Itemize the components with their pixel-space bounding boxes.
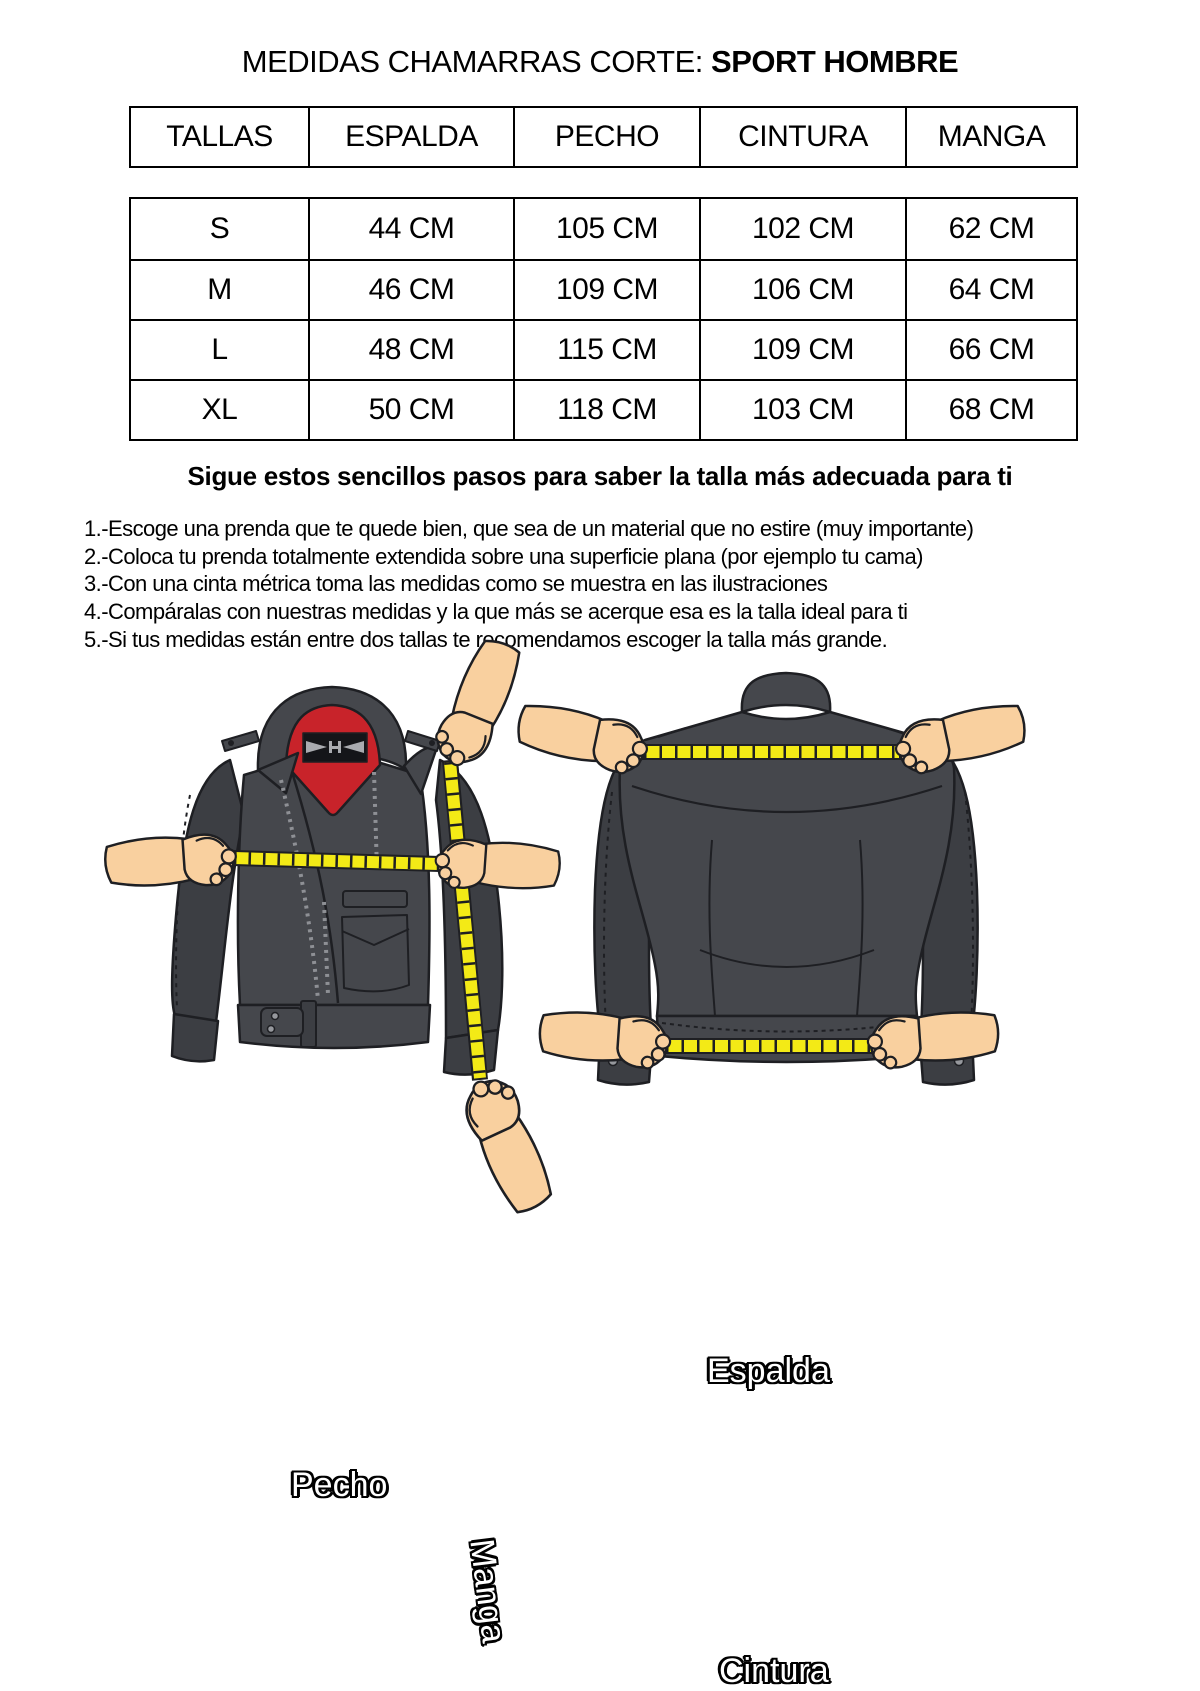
column-header-pecho: PECHO — [513, 108, 699, 166]
column-header-cintura: CINTURA — [699, 108, 905, 166]
pecho-measuring-tape — [232, 858, 440, 864]
column-header-manga: MANGA — [905, 108, 1076, 166]
page-title-bold: SPORT HOMBRE — [711, 44, 959, 79]
espalda-label: Espalda — [707, 1352, 830, 1390]
table-cell: S — [209, 212, 230, 245]
table-cell: 66 CM — [905, 319, 1076, 379]
table-cell: 46 CM — [308, 259, 513, 319]
column-header-espalda: ESPALDA — [308, 108, 513, 166]
table-cell: 118 CM — [513, 379, 699, 439]
pecho-label: Pecho — [291, 1466, 388, 1504]
table-cell: 103 CM — [699, 379, 905, 439]
cintura-left-hand — [538, 1009, 672, 1069]
column-header-tallas: TALLAS — [166, 120, 273, 153]
pecho-left-hand — [104, 832, 238, 892]
table-cell: 44 CM — [308, 199, 513, 259]
table-cell: 62 CM — [905, 199, 1076, 259]
manga-label: Manga — [462, 1537, 513, 1645]
pecho-right-hand — [434, 838, 561, 895]
instructions-heading: Sigue estos sencillos pasos para saber la talla más adecuada para ti — [187, 461, 1013, 491]
table-cell: XL — [131, 379, 308, 439]
measuring-diagram — [0, 655, 1200, 1690]
table-cell: 105 CM — [513, 199, 699, 259]
instructions-steps — [84, 515, 973, 654]
page-title — [0, 44, 1200, 80]
step-5: 5.-Si tus medidas están entre dos tallas te recomendamos escoger la talla más grande. — [84, 626, 888, 652]
table-cell: 102 CM — [699, 199, 905, 259]
espalda-left-hand — [513, 700, 651, 777]
table-cell: L — [131, 319, 308, 379]
manga-top-hand — [429, 633, 526, 773]
table-cell: 50 CM — [308, 379, 513, 439]
espalda-right-hand — [891, 700, 1029, 777]
manga-bottom-hand — [455, 1070, 562, 1217]
step-3: 3.-Con una cinta métrica toma las medidas como se muestra en las ilustraciones — [84, 571, 828, 597]
step-2: 2.-Coloca tu prenda totalmente extendida sobre una superficie plana (por ejemplo tu cama) — [84, 543, 923, 569]
page-title-normal: MEDIDAS CHAMARRAS CORTE: — [241, 44, 712, 79]
table-cell: 64 CM — [905, 259, 1076, 319]
table-cell: 106 CM — [699, 259, 905, 319]
step-4: 4.-Compáralas con nuestras medidas y la que más se acerque esa es la talla ideal para ti — [84, 599, 908, 625]
cintura-label: Cintura — [719, 1652, 829, 1690]
table-cell: 109 CM — [513, 259, 699, 319]
size-table-header — [129, 106, 1078, 168]
cintura-right-hand — [866, 1009, 1000, 1069]
table-cell: 68 CM — [905, 379, 1076, 439]
jackets-illustration — [0, 655, 1200, 1200]
size-table-body — [129, 197, 1078, 441]
table-cell: 115 CM — [513, 319, 699, 379]
step-1: 1.-Escoge una prenda que te quede bien, que sea de un material que no estire (muy importante) — [84, 516, 974, 541]
table-cell: 48 CM — [308, 319, 513, 379]
table-cell: M — [131, 259, 308, 319]
table-cell: 109 CM — [699, 319, 905, 379]
